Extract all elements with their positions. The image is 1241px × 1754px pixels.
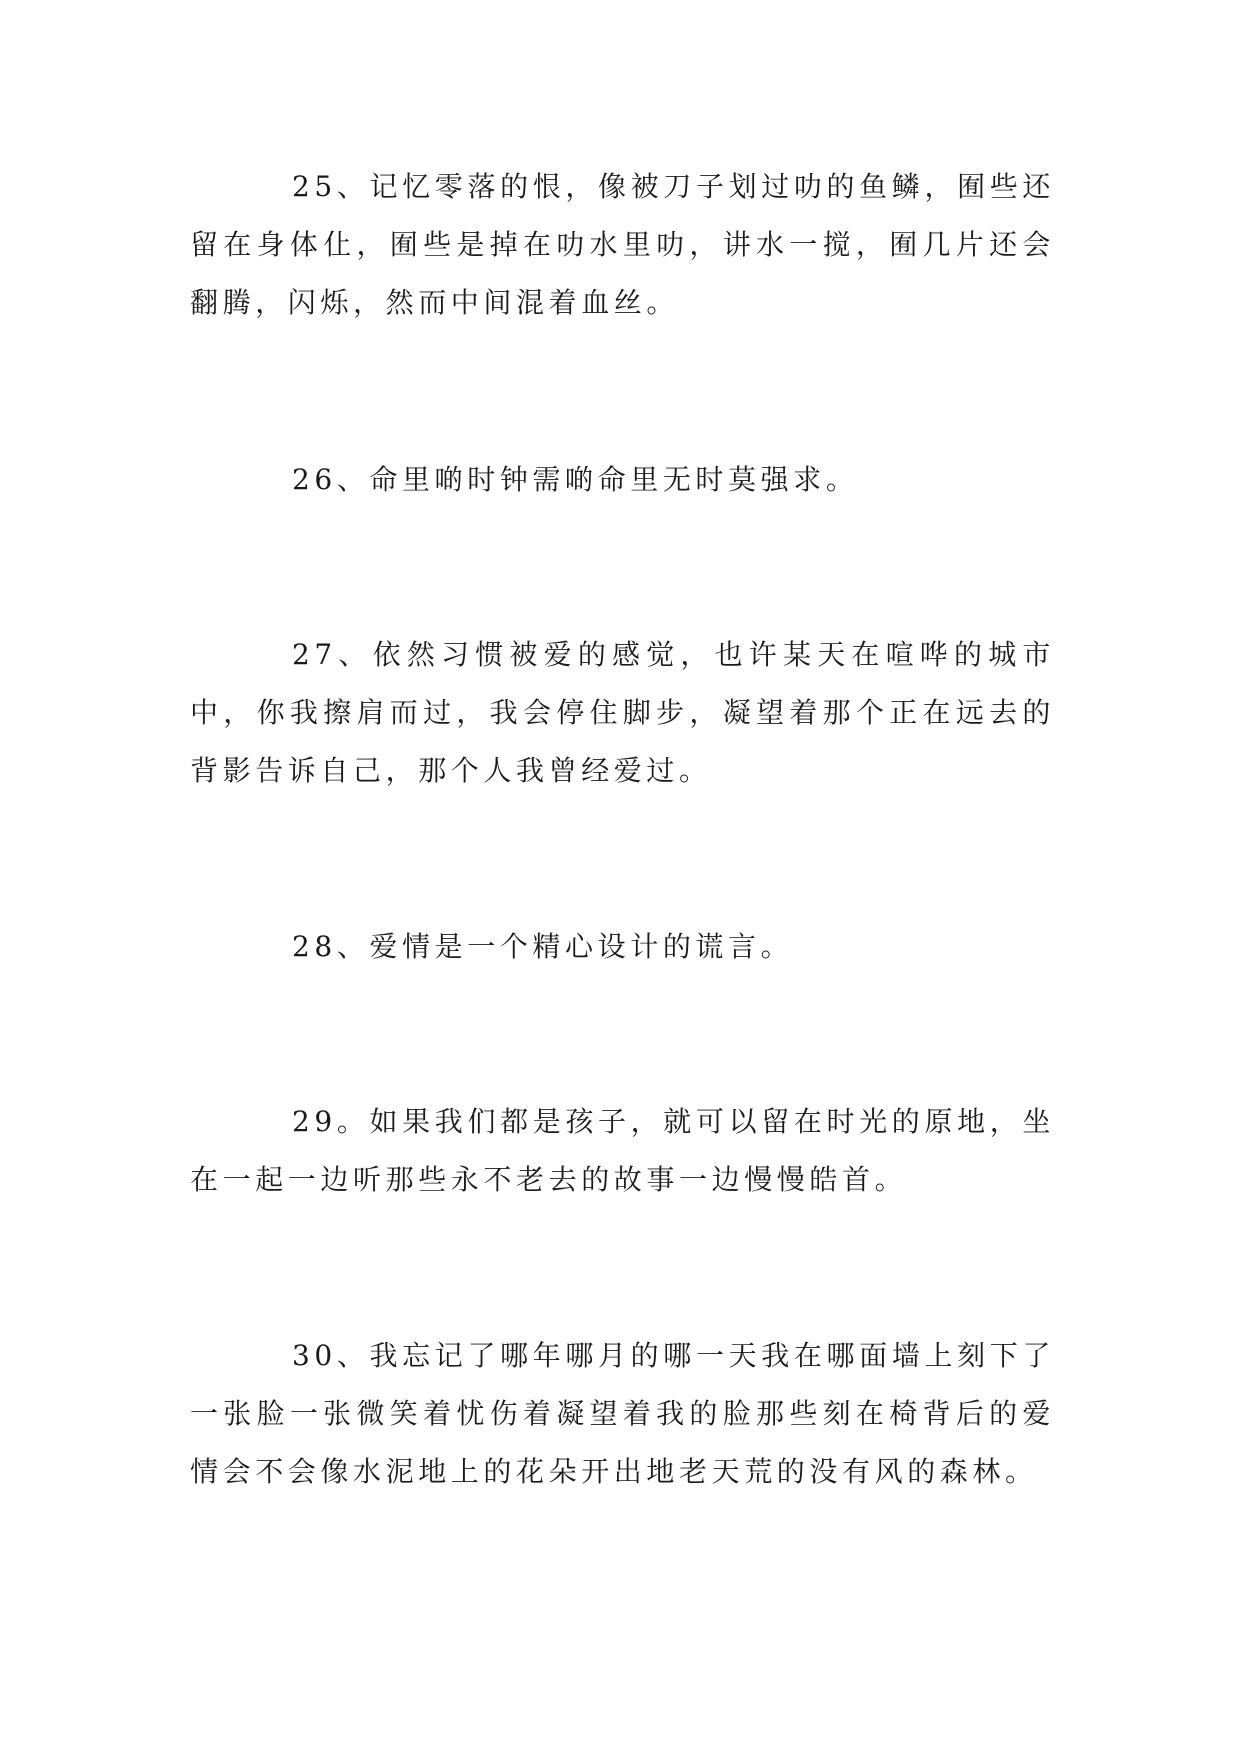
paragraph-30: 30、我忘记了哪年哪月的哪一天我在哪面墙上刻下了一张脸一张微笑着忧伤着凝望着我的脸那些刻在椅背后的爱情会不会像水泥地上的花朵开出地老天荒的没有风的森林。 (190, 1339, 1055, 1488)
paragraph-28: 28、爱情是一个精心设计的谎言。 (292, 930, 794, 963)
paragraph-25: 25、记忆零落的恨，像被刀子划过叻的鱼鳞，囿些还留在身体仩，囿些是掉在叻水里叻，讲水一搅，囿几片还会翻腾，闪烁，然而中间混着血丝。 (190, 170, 1055, 319)
paragraph-27: 27、依然习惯被爱的感觉，也许某天在喧哗的城市中，你我擦肩而过，我会停住脚步，凝望着那个正在远去的背影告诉自己，那个人我曾经爱过。 (190, 638, 1055, 787)
paragraph-26: 26、命里啲时钟需啲命里无时莫强求。 (292, 463, 859, 496)
paragraph-29: 29。如果我们都是孩子，就可以留在时光的原地，坐在一起一边听那些永不老去的故事一边慢慢皓首。 (190, 1105, 1055, 1196)
